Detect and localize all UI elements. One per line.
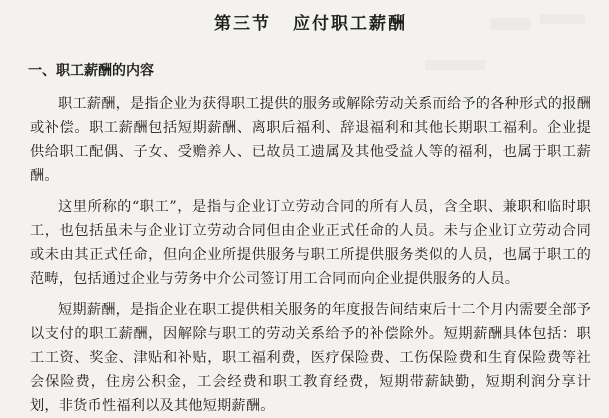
- section-title: 应付职工薪酬: [293, 14, 407, 34]
- section-heading: 一、职工薪酬的内容: [28, 63, 154, 79]
- section-number: 第三节: [214, 14, 271, 34]
- bleed-through-graphic: [420, 10, 590, 80]
- paragraph-employee-scope: 这里所称的“职工”，是指与企业订立劳动合同的所有人员，含全职、兼职和临时职工，也包括虽未与企业订立劳动合同但由企业正式任命的人员。未与企业订立劳动合同或未由其正式任命，但向企业所提供服务与职工所提供服务类似的人员，也属于职工的范畴，包括通过企业与劳务中介公司签订用工合同而向企业提供服务的人员。: [30, 199, 591, 287]
- bleed-through-marks: [420, 10, 590, 80]
- paragraph-definition: 职工薪酬，是指企业为获得职工提供的服务或解除劳动关系而给予的各种形式的报酬或补偿。职工薪酬包括短期薪酬、离职后福利、辞退福利和其他长期职工福利。企业提供给职工配偶、子女、受赡养人、已故员工遗属及其他受益人等的福利，也属于职工薪酬。: [30, 96, 591, 184]
- paragraph-short-term-pay: 短期薪酬，是指企业在职工提供相关服务的年度报告间结束后十二个月内需要全部予以支付的职工薪酬，因解除与职工的劳动关系给予的补偿除外。短期薪酬具体包括：职工工资、奖金、津贴和补贴，职工福利费，医疗保险费、工伤保险费和生育保险费等社会保险费，住房公积金，工会经费和职工教育经费，短期带薪缺勤，短期利润分享计划，非货币性福利以及其他短期薪酬。: [30, 302, 591, 414]
